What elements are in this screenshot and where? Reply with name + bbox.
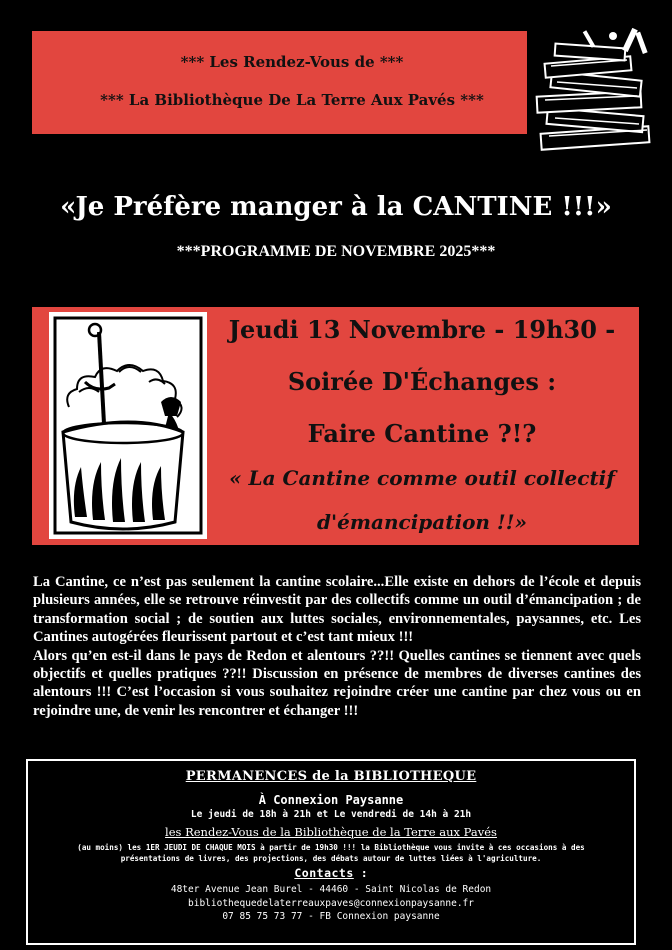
permanences-title: PERMANENCES de la BIBLIOTHEQUE [185,769,477,784]
main-title: «Je Préfère manger à la CANTINE !!!» [60,192,612,222]
header-line-2: *** La Bibliothèque De La Terre Aux Pavés *** [100,91,484,109]
event-topic: Faire Cantine ?!? [307,419,537,448]
rendez-vous-title: les Rendez-Vous de la Bibliothèque de la Terre aux Pavés [165,825,497,839]
event-quote-line-2: d'émancipation !!» [317,510,527,534]
contact-phone: 07 85 75 73 77 - FB Connexion paysanne [222,911,440,922]
contact-address: 48ter Avenue Jean Burel - 44460 - Saint Nicolas de Redon [170,884,492,895]
contacts-heading [28,866,634,880]
description-paragraph-1: La Cantine, ce n’est pas seulement la cantine scolaire...Elle existe en dehors de l’école et depuis plusieurs années, elle se retrouve réinvestit par des collectifs comme un outil d’émancipation ; de transformation social ; de soutien aux luttes sociales, environnementales, paysannes, etc. Les Cantines autogérées fleurissent partout et c’est tant mieux !!! [33,574,641,646]
description-paragraph-2: Alors qu’en est-il dans le pays de Redon et alentours ??!! Quelles cantines se tiennent avec quels objectifs et quelles pratiques ??!! Discussion en présence de membres de diverses cantines des alentours !!! C’est l’occasion si vous souhaitez rejoindre créer une cantine par chez vous ou en rejoindre une, de venir les rencontrer et échanger !!! [33,647,641,719]
event-type: Soirée D'Échanges : [287,367,557,396]
permanences-hours: Le jeudi de 18h à 21h et Le vendredi de 14h à 21h [190,809,472,820]
rendez-vous-description-2: présentations de livres, des projections, des débats autour de luttes liées à l'agriculture. [120,854,542,863]
event-description [33,573,641,720]
contact-email: bibliothequedelaterreauxpaves@connexionpaysanne.fr [188,898,474,909]
header-line-1: *** Les Rendez-Vous de *** [180,53,404,71]
permanences-box [26,759,636,945]
contacts-label: Contacts [294,866,354,880]
contacts-suffix: : [353,866,368,880]
permanences-place: À Connexion Paysanne [258,793,404,807]
cooking-pot-illustration [49,312,207,539]
event-date: Jeudi 13 Novembre - 19h30 - [228,315,616,344]
program-subtitle: ***PROGRAMME DE NOVEMBRE 2025*** [176,243,496,260]
event-banner [32,307,639,545]
event-quote-line-1: « La Cantine comme outil collectif [229,466,615,490]
rendez-vous-description-1: (au moins) les 1ER JEUDI DE CHAQUE MOIS à partir de 19h30 !!! la Bibliothèque vous invite à ces occasions à des [77,843,585,852]
books-stack-illustration [527,26,663,154]
